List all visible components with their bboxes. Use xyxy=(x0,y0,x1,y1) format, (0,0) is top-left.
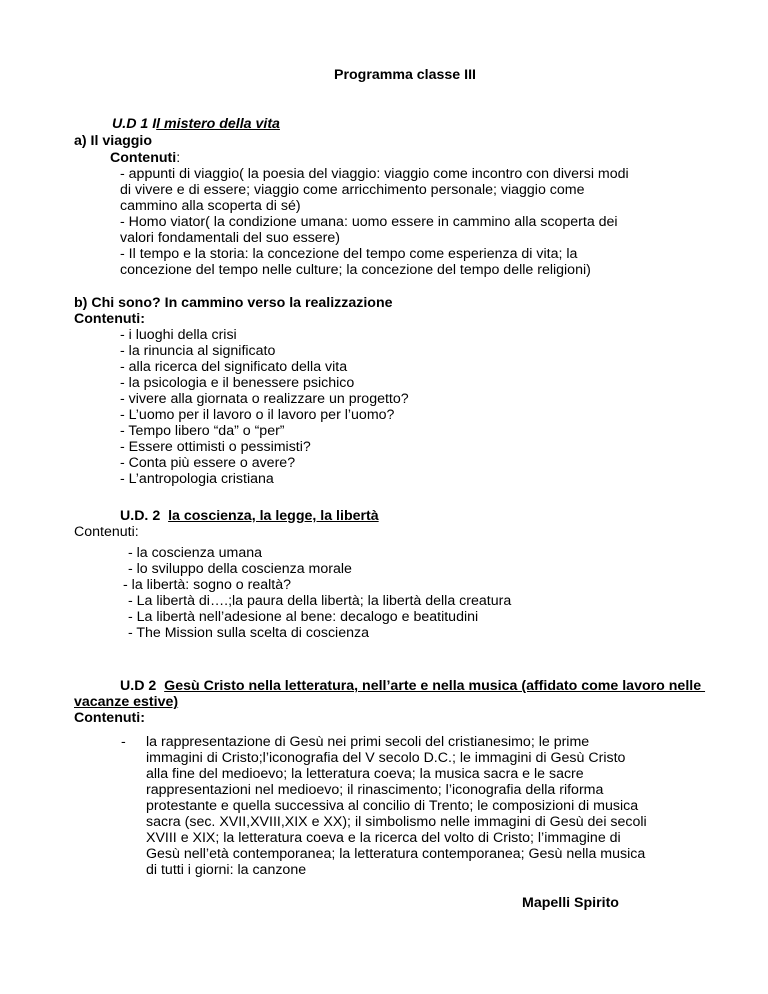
section-a-line: - Il tempo e la storia: la concezione del tempo come esperienza di vita; la xyxy=(120,246,578,262)
list-item: - vivere alla giornata o realizzare un progetto? xyxy=(120,391,409,407)
paragraph-line: protestante e quella successiva al concilio di Trento; le composizioni di musica xyxy=(146,798,639,814)
paragraph-line: XVIII e XIX; la letteratura coeva e la ricerca del volto di Cristo; l’immagine di xyxy=(146,830,621,846)
ud1-heading-title: l mistero della vita xyxy=(156,116,280,132)
paragraph-line: alla fine del medioevo; la letteratura coeva; la musica sacra e le sacre xyxy=(146,766,584,782)
signature: Mapelli Spirito xyxy=(522,895,619,911)
ud3-heading-continuation: vacanze estive) xyxy=(74,694,179,710)
ud3-contents-label: Contenuti: xyxy=(74,710,145,726)
section-a-line: concezione del tempo nelle culture; la concezione del tempo delle religioni) xyxy=(120,262,591,278)
section-b-contents-label: Contenuti: xyxy=(74,311,145,327)
list-item: - i luoghi della crisi xyxy=(120,327,237,343)
list-item: - L’uomo per il lavoro o il lavoro per l’uomo? xyxy=(120,407,395,423)
section-b-heading: b) Chi sono? In cammino verso la realizzazione xyxy=(74,295,393,311)
list-item: - la psicologia e il benessere psichico xyxy=(120,375,355,391)
ud3-heading xyxy=(120,678,705,695)
ud2-heading-title: la coscienza, la legge, la libertà xyxy=(168,508,379,524)
section-a-line: - Homo viator( la condizione umana: uomo essere in cammino alla scoperta dei xyxy=(120,214,618,230)
paragraph-line: di tutti i giorni: la canzone xyxy=(146,862,307,878)
contents-label: Contenuti xyxy=(110,150,177,166)
paragraph-line: immagini di Cristo;l’iconografia del V secolo D.C.; le immagini di Gesù Cristo xyxy=(146,750,626,766)
section-a-contents-label xyxy=(110,150,180,167)
ud2-heading-prefix: U.D. 2 xyxy=(120,508,169,524)
list-item: - lo sviluppo della coscienza morale xyxy=(124,561,352,577)
section-a-line: valori fondamentali del suo essere) xyxy=(120,230,341,246)
section-a-line: di vivere e di essere; viaggio come arricchimento personale; viaggio come xyxy=(120,182,585,198)
list-item: - Tempo libero “da” o “per” xyxy=(120,423,285,439)
list-item: - Essere ottimisti o pessimisti? xyxy=(120,439,311,455)
paragraph-line: la rappresentazione di Gesù nei primi secoli del cristianesimo; le prime xyxy=(146,734,590,750)
paragraph-line: rappresentazioni nel medioevo; il rinascimento; l’iconografia della riforma xyxy=(146,782,604,798)
list-item: - la rinuncia al significato xyxy=(120,343,276,359)
ud3-heading-title: Gesù Cristo nella letteratura, nell’arte e nella musica (affidato come lavoro nelle xyxy=(164,678,706,694)
ud1-heading xyxy=(112,116,280,133)
list-item: - la libertà: sogno o realtà? xyxy=(123,577,291,593)
paragraph-line: Gesù nell’età contemporanea; la letteratura contemporanea; Gesù nella musica xyxy=(146,846,646,862)
list-item: - alla ricerca del significato della vita xyxy=(120,359,348,375)
list-item: - Conta più essere o avere? xyxy=(120,455,296,471)
ud2-contents-label: Contenuti: xyxy=(74,524,139,540)
paragraph-line: sacra (sec. XVII,XVIII,XIX e XX); il simbolismo nelle immagini di Gesù dei secoli xyxy=(146,814,647,830)
ud1-heading-prefix: U.D 1 I xyxy=(112,116,157,132)
list-item: - la coscienza umana xyxy=(124,545,263,561)
section-a-heading: a) Il viaggio xyxy=(74,133,153,149)
section-a-line: - appunti di viaggio( la poesia del viaggio: viaggio come incontro con diversi modi xyxy=(120,166,629,182)
list-item: - La libertà di….;la paura della libertà; la libertà della creatura xyxy=(124,593,512,609)
page-title: Programma classe III xyxy=(334,67,476,83)
ud3-heading-prefix: U.D 2 xyxy=(120,678,165,694)
list-item: - La libertà nell’adesione al bene: decalogo e beatitudini xyxy=(124,609,479,625)
list-item: - L’antropologia cristiana xyxy=(120,471,274,487)
ud2-heading xyxy=(120,508,379,525)
section-a-line: cammino alla scoperta di sé) xyxy=(120,198,301,214)
list-bullet-dash: - xyxy=(121,734,126,750)
contents-colon: : xyxy=(176,150,181,166)
list-item: - The Mission sulla scelta di coscienza xyxy=(124,625,369,641)
